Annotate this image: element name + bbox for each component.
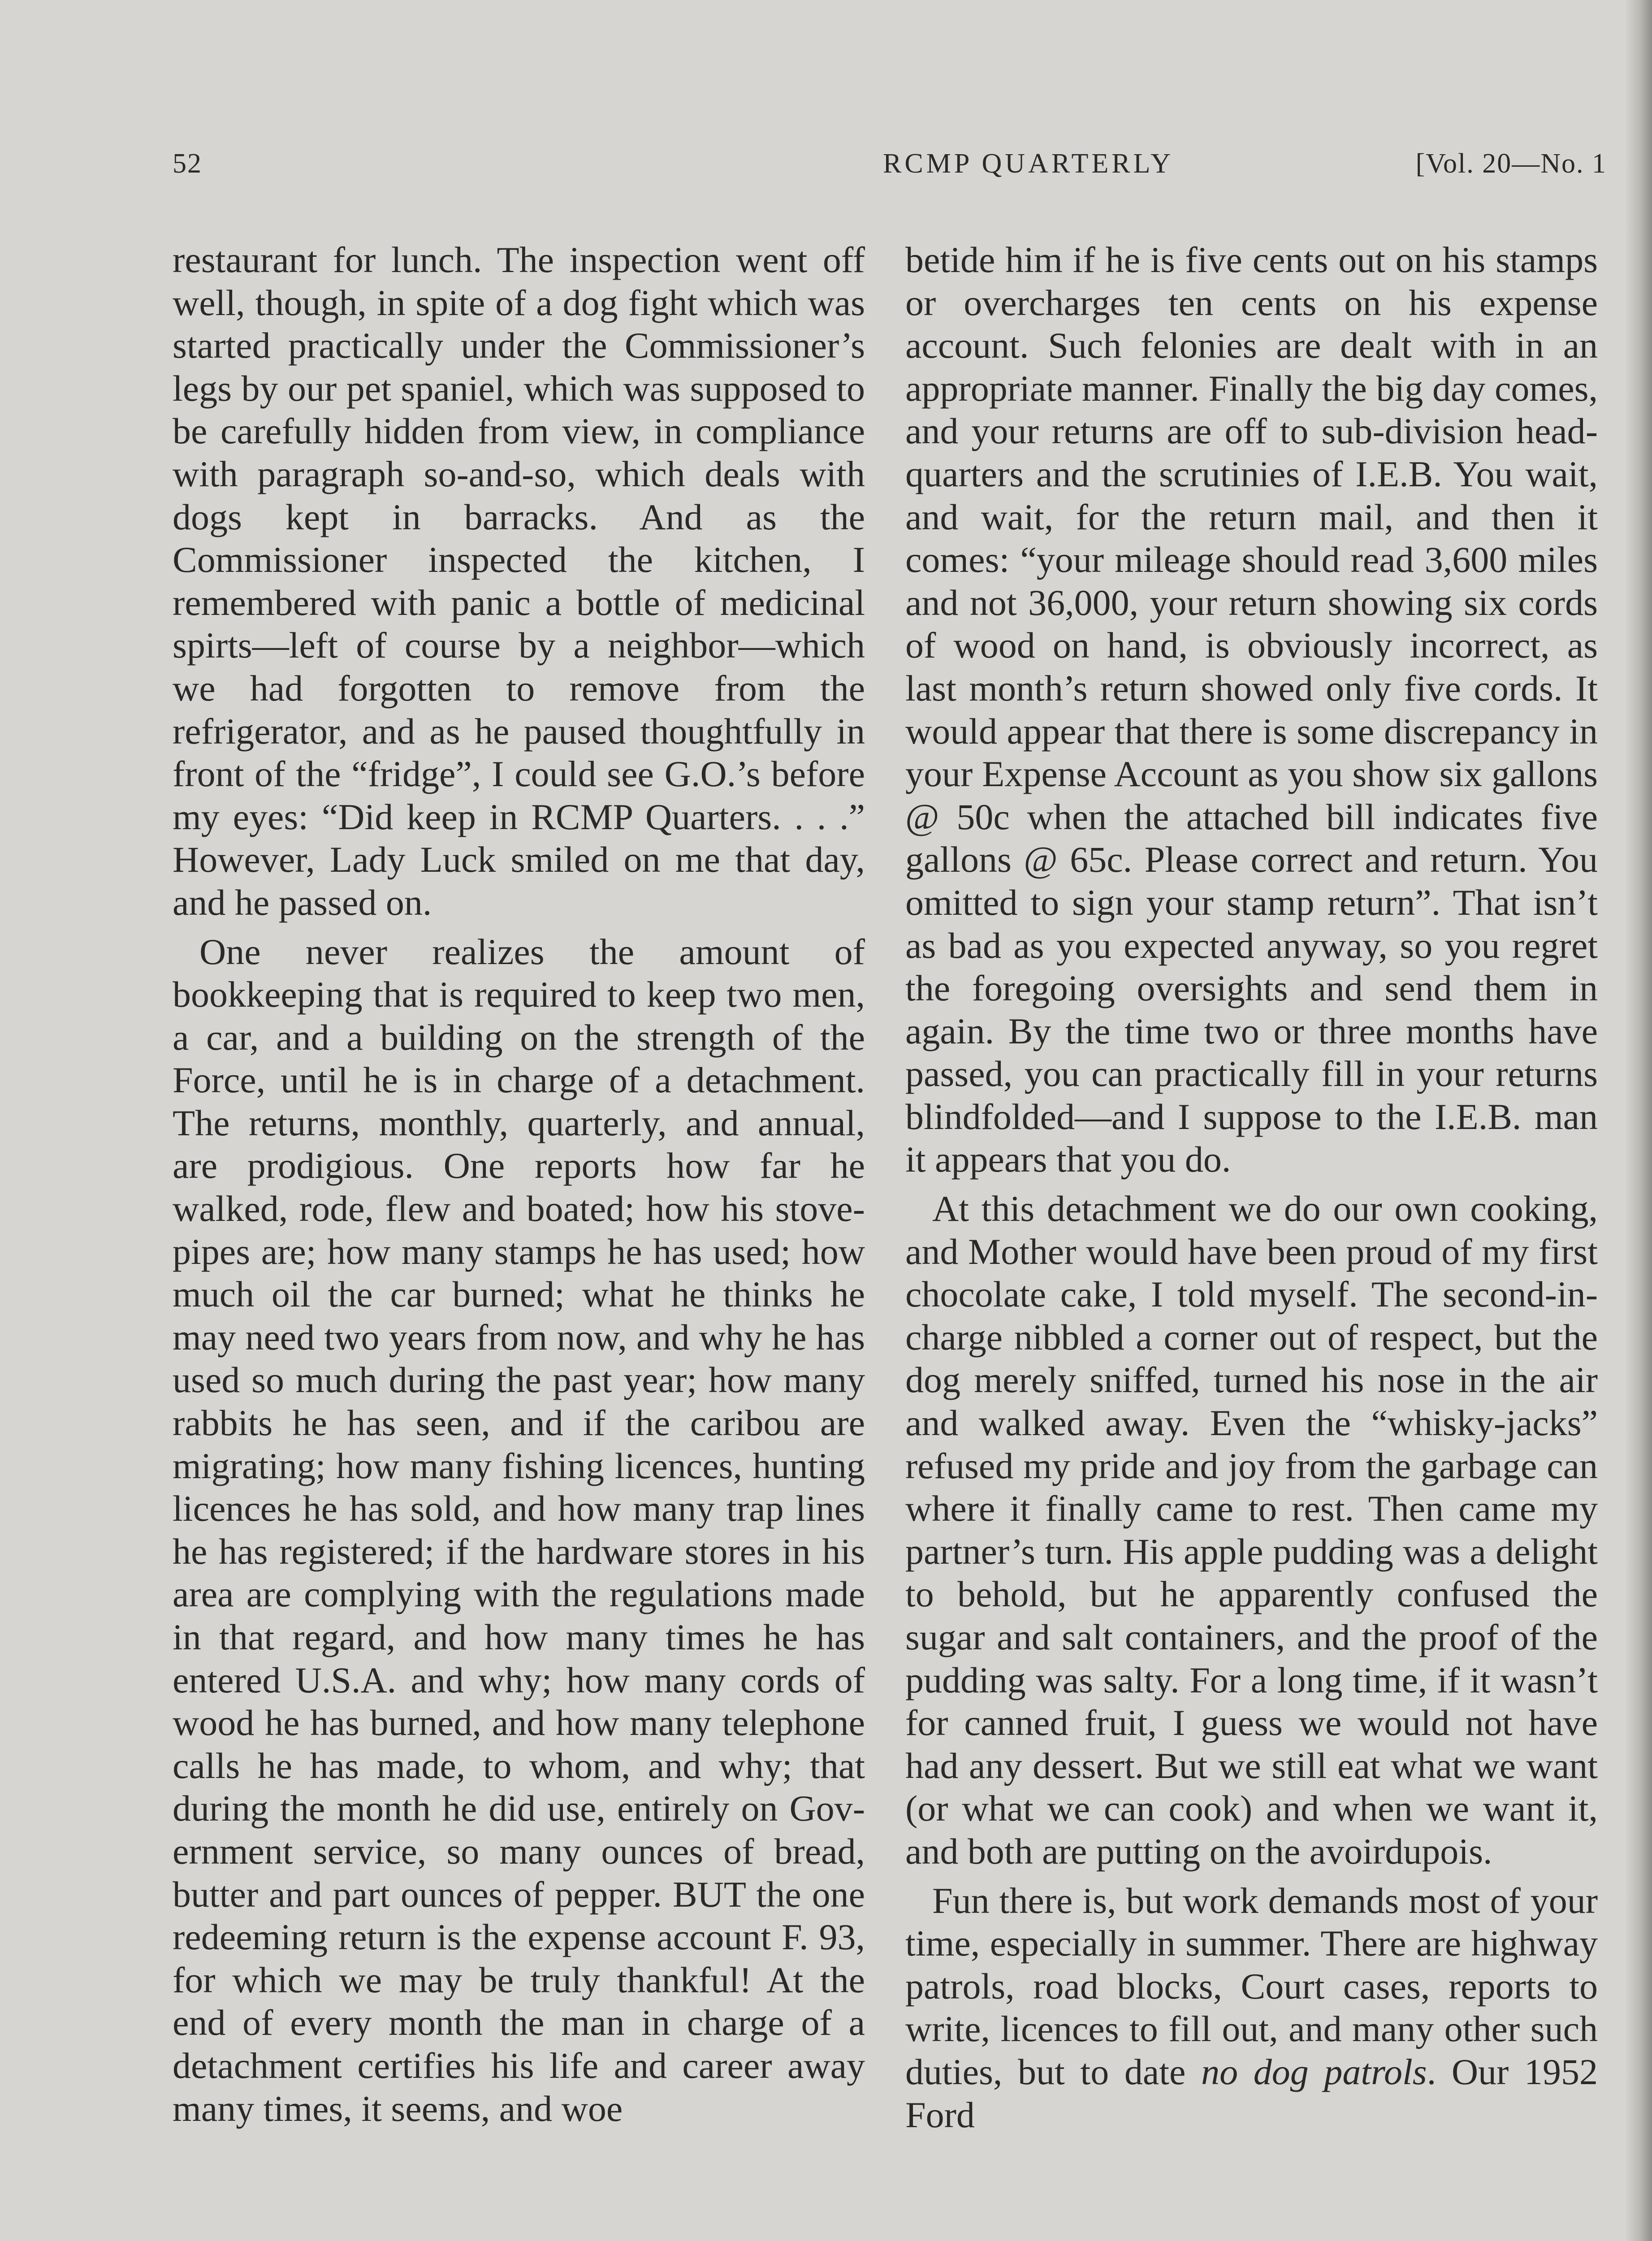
right-column [905, 238, 1598, 2142]
journal-title: RCMP QUARTERLY [883, 148, 1174, 179]
paragraph: One never realizes the amount of bookkeeping that is required to keep two men, a car, and a building on the strength of the Force, until he is in charge of a detachment. The returns, monthly, quarterly, and annual, are prodigious. One reports how far he walked, rode, flew and boated; how his stove-pipes are; how many stamps he has used; how much oil the car burned; what he thinks he may need two years from now, and why he has used so much during the past year; how many rabbits he has seen, and if the caribou are migrating; how many fishing licences, hunting licences he has sold, and how many trap lines he has registered; if the hardware stores in his area are complying with the regulations made in that regard, and how many times he has entered U.S.A. and why; how many cords of wood he has burned, and how many telephone calls he has made, to whom, and why; that during the month he did use, entirely on Government service, so many ounces of bread, butter and part ounces of pepper. BUT the one redeeming return is the expense account F. 93, for which we may be truly thankful! At the end of every month the man in charge of a detachment certifies his life and career away many times, it seems, and woe [173, 931, 865, 2129]
running-head [173, 148, 1607, 193]
italic-phrase: no dog patrols [1201, 2051, 1427, 2092]
issue-label: [Vol. 20—No. 1 [1415, 148, 1607, 179]
paragraph-text: . Our 1952 Ford [905, 2051, 1598, 2135]
left-column [173, 238, 865, 2136]
paragraph: restaurant for lunch. The inspection went off well, though, in spite of a dog fight which was started practically under the Commissioner’s legs by our pet spaniel, which was supposed to be carefully hidden from view, in compliance with paragraph so-and-so, which deals with dogs kept in barracks. And as the Commissioner inspected the kitchen, I remembered with panic a bottle of medicinal spirts—left of course by a neighbor—which we had forgotten to remove from the refrigerator, and as he paused thoughtfully in front of the “fridge”, I could see G.O.’s before my eyes: “Did keep in RCMP Quarters. . . .” However, Lady Luck smiled on me that day, and he passed on. [173, 239, 865, 923]
paragraph: At this detachment we do our own cooking, and Mother would have been proud of my first chocolate cake, I told myself. The second-in-charge nibbled a corner out of respect, but the dog merely sniffed, turned his nose in the air and walked away. Even the “whisky-jacks” refused my pride and joy from the garbage can where it finally came to rest. Then came my partner’s turn. His apple pudding was a delight to behold, but he apparently confused the sugar and salt containers, and the proof of the pudding was salty. For a long time, if it wasn’t for canned fruit, I guess we would not have had any dessert. But we still eat what we want (or what we can cook) and when we want it, and both are putting on the avoirdupois. [905, 1188, 1598, 1872]
paragraph: betide him if he is five cents out on his stamps or overcharges ten cents on his expense account. Such felonies are dealt with in an appropriate manner. Finally the big day comes, and your returns are off to sub-division headquarters and the scrutinies of I.E.B. You wait, and wait, for the return mail, and then it comes: “your mileage should read 3,600 miles and not 36,000, your return showing six cords of wood on hand, is obviously incorrect, as last month’s return showed only five cords. It would appear that there is some discrepancy in your Expense Account as you show six gallons @ 50c when the attached bill indicates five gallons @ 65c. Please correct and return. You omitted to sign your stamp return”. That isn’t as bad as you expected anyway, so you regret the foregoing oversights and send them in again. By the time two or three months have passed, you can practically fill in your returns blindfolded—and I suppose to the I.E.B. man it appears that you do. [905, 239, 1598, 1180]
page-edge-shadow [1625, 0, 1652, 2241]
paragraph [905, 1879, 1598, 2137]
page-number: 52 [173, 148, 202, 179]
paragraph-text: Fun there is, but work demands most of your time, especially in summer. There are highway patrols, road blocks, Court cases, reports to write, licences to fill out, and many other such duties, but to date [905, 1880, 1598, 2092]
